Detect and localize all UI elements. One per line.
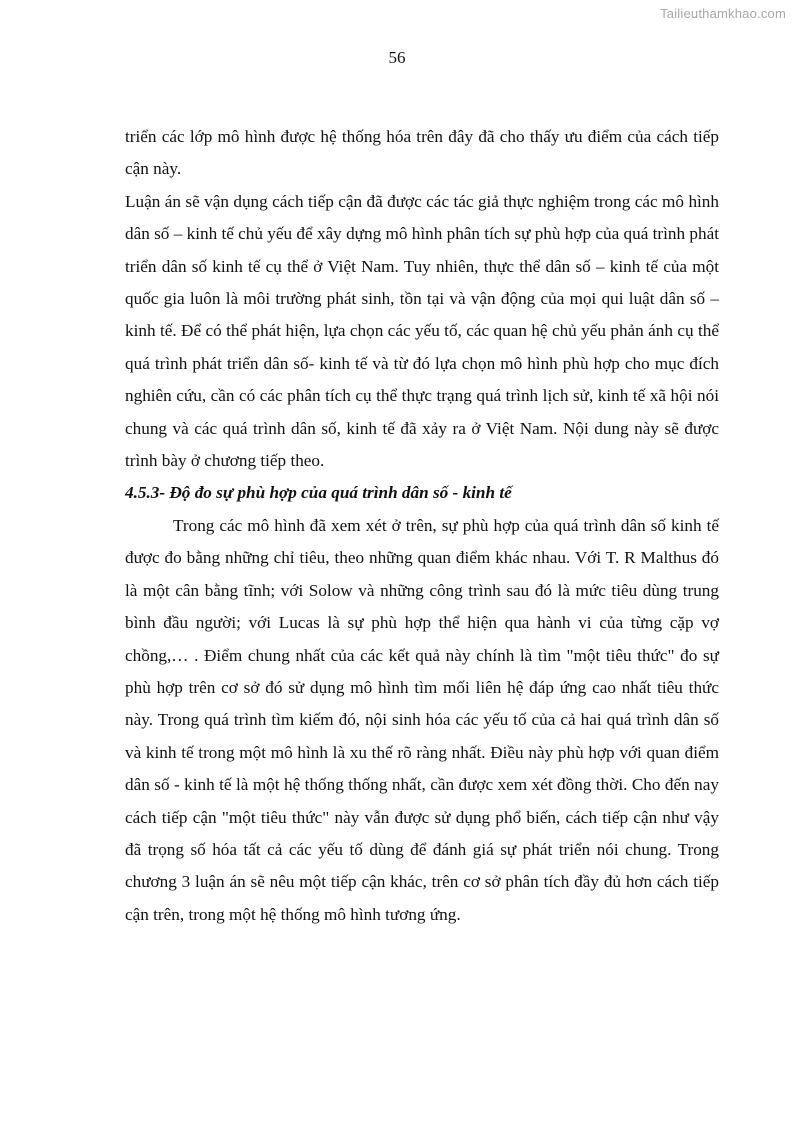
paragraph-continuation: triển các lớp mô hình được hệ thống hóa trên đây đã cho thấy ưu điểm của cách tiếp cận này. bbox=[125, 127, 719, 179]
document-body bbox=[125, 121, 719, 931]
section-heading: 4.5.3- Độ đo sự phù hợp của quá trình dân số - kinh tế bbox=[125, 483, 512, 503]
watermark-text: Tailieuthamkhao.com bbox=[660, 6, 786, 21]
page-number: 56 bbox=[388, 48, 406, 67]
paragraph-approach: Luận án sẽ vận dụng cách tiếp cận đã được các tác giả thực nghiệm trong các mô hình dân số – kinh tế chủ yếu để xây dựng mô hình phân tích sự phù hợp của quá trình phát triển dân số kinh tế cụ thể ở Việt Nam. Tuy nhiên, thực thể dân số – kinh tế của một quốc gia luôn là môi trường phát sinh, tồn tại và vận động của mọi qui luật dân số – kinh tế. Để có thể phát hiện, lựa chọn các yếu tố, các quan hệ chủ yếu phản ánh cụ thể quá trình phát triển dân số- kinh tế và từ đó lựa chọn mô hình phù hợp cho mục đích nghiên cứu, cần có các phân tích cụ thể thực trạng quá trình lịch sử, kinh tế xã hội nói chung và các quá trình dân số, kinh tế đã xảy ra ở Việt Nam. Nội dung này sẽ được trình bày ở chương tiếp theo. bbox=[125, 191, 719, 471]
paragraph-measure: Trong các mô hình đã xem xét ở trên, sự phù hợp của quá trình dân số kinh tế được đo bằng những chỉ tiêu, theo những quan điểm khác nhau. Với T. R Malthus đó là một cân bằng tĩnh; với Solow và những công trình sau đó là mức tiêu dùng trung bình đầu người; với Lucas là sự phù hợp thể hiện qua hành vi của từng cặp vợ chồng,… . Điểm chung nhất của các kết quả này chính là tìm "một tiêu thức" đo sự phù hợp trên cơ sở đó sử dụng mô hình tìm mối liên hệ đáp ứng cao nhất tiêu thức này. Trong quá trình tìm kiếm đó, nội sinh hóa các yếu tố của cả hai quá trình dân số và kinh tế trong một mô hình là xu thế rõ ràng nhất. Điều này phù hợp với quan điểm dân số - kinh tế là một hệ thống thống nhất, cần được xem xét đồng thời. Cho đến nay cách tiếp cận "một tiêu thức" này vẫn được sử dụng phổ biến, cách tiếp cận như vậy đã trọng số hóa tất cả các yếu tố dùng để đánh giá sự phát triển nói chung. Trong chương 3 luận án sẽ nêu một tiếp cận khác, trên cơ sở phân tích đầy đủ hơn cách tiếp cận trên, trong một hệ thống mô hình tương ứng. bbox=[125, 515, 719, 924]
